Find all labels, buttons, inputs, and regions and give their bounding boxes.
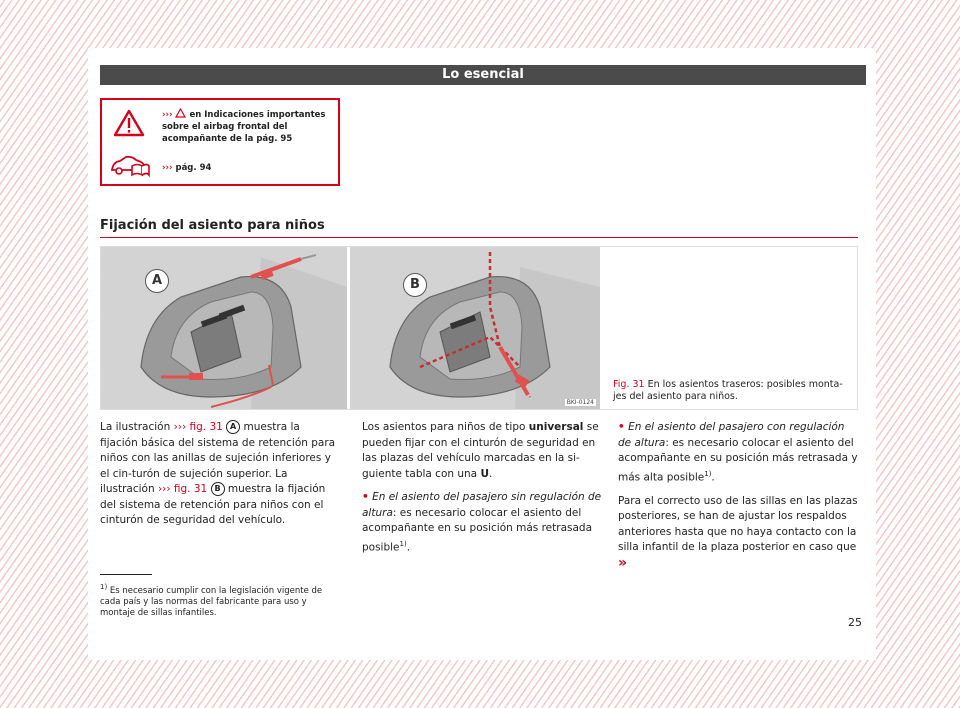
footnote (100, 582, 340, 619)
child-seat-illustration-a (101, 247, 347, 409)
page-number: 25 (848, 616, 862, 629)
paragraph-rear-seats (618, 494, 860, 573)
figure-31 (100, 246, 858, 410)
callout-text-2: pág. 94 (175, 163, 212, 173)
car-book-icon (110, 152, 150, 178)
bold-term: U (480, 467, 489, 480)
text-span: Para el correcto uso de las sillas en las plazas posteriores, se han de ajustar los respaldos anteriores hasta que no haya contacto con la silla infantil de la plaza posterior en caso que (618, 494, 858, 553)
paragraph-universal (362, 420, 602, 482)
text-span: : es necesario colocar el asiento del acompañante en su posición más retrasada y más alta posible (618, 436, 858, 483)
child-seat-illustration-b (350, 247, 600, 409)
bold-term: universal (528, 421, 584, 433)
figure-31-link[interactable]: ››› fig. 31 (157, 483, 208, 495)
figure-label-b: B (403, 273, 427, 297)
label-b-marker: B (211, 482, 225, 496)
callout-arrow-1[interactable]: ››› (162, 110, 173, 120)
figure-panel-b (350, 247, 600, 409)
section-title: Fijación del asiento para niños (100, 218, 325, 233)
figure-panel-a (101, 247, 347, 409)
footnote-ref[interactable]: 1) (704, 469, 712, 478)
text-span: : es necesario colocar el asiento del acompañante en su posición más retrasada posible (362, 506, 593, 553)
text-span: muestra la fijación básica del sistema de retención para niños con las anillas de sujeción inferiores y el cin-turón de sujeción superior. La ilustración (100, 421, 336, 495)
figure-caption-text: En los asientos traseros: posibles monta-jes del asiento para niños. (613, 379, 843, 402)
continue-arrow-icon: » (618, 554, 628, 571)
callout-text-1: en Indicaciones importantes sobre el airbag frontal del acompañante de la pág. 95 (162, 110, 326, 144)
warning-callout-box (100, 98, 340, 186)
paragraph-illustration (100, 420, 340, 529)
small-warning-icon (175, 108, 186, 118)
figure-caption (613, 379, 853, 403)
callout-line-1 (162, 108, 334, 145)
text-column-1 (100, 420, 340, 537)
figure-31-link[interactable]: ››› fig. 31 (173, 421, 223, 433)
italic-term: En el asiento del pasajero con regulación de altura (618, 421, 845, 449)
bullet-item-with-height (618, 420, 860, 486)
bullet-item-without-height (362, 490, 602, 556)
callout-line-2 (162, 162, 334, 174)
title-divider (100, 237, 858, 238)
header-title: Lo esencial (442, 67, 524, 82)
text-span: Los asientos para niños de tipo (362, 421, 529, 433)
text-span: La ilustración (100, 421, 174, 433)
text-span: se pueden fijar con el cinturón de seguridad en las plazas del vehículo marcadas en la si-guiente tabla con una (362, 421, 599, 480)
manual-page (88, 48, 876, 660)
section-header-bar (100, 65, 866, 85)
text-span: . (488, 467, 493, 480)
footnote-marker: 1) (100, 583, 108, 591)
footnote-ref[interactable]: 1) (399, 539, 407, 548)
footnote-text: Es necesario cumplir con la legislación vigente de cada país y las normas del fabricante para uso y montaje de sillas infantiles. (100, 585, 323, 618)
figure-label-a: A (145, 269, 169, 293)
label-a-marker: A (226, 420, 240, 434)
figure-code: BKI-0124 (566, 399, 594, 406)
text-span: . (711, 471, 715, 483)
text-column-2 (362, 420, 602, 564)
text-span: . (406, 541, 411, 553)
callout-arrow-2[interactable]: ››› (162, 163, 173, 173)
figure-caption-number: Fig. 31 (613, 379, 645, 390)
text-column-3 (618, 420, 860, 580)
bullet-icon: • (362, 491, 369, 503)
text-span: muestra la fijación del sistema de retención para niños con el cinturón de seguridad del vehículo. (100, 483, 326, 526)
warning-triangle-icon (112, 108, 146, 138)
footnote-divider (100, 574, 152, 575)
italic-term: En el asiento del pasajero sin regulación de altura (362, 491, 602, 519)
bullet-icon: • (618, 421, 625, 433)
